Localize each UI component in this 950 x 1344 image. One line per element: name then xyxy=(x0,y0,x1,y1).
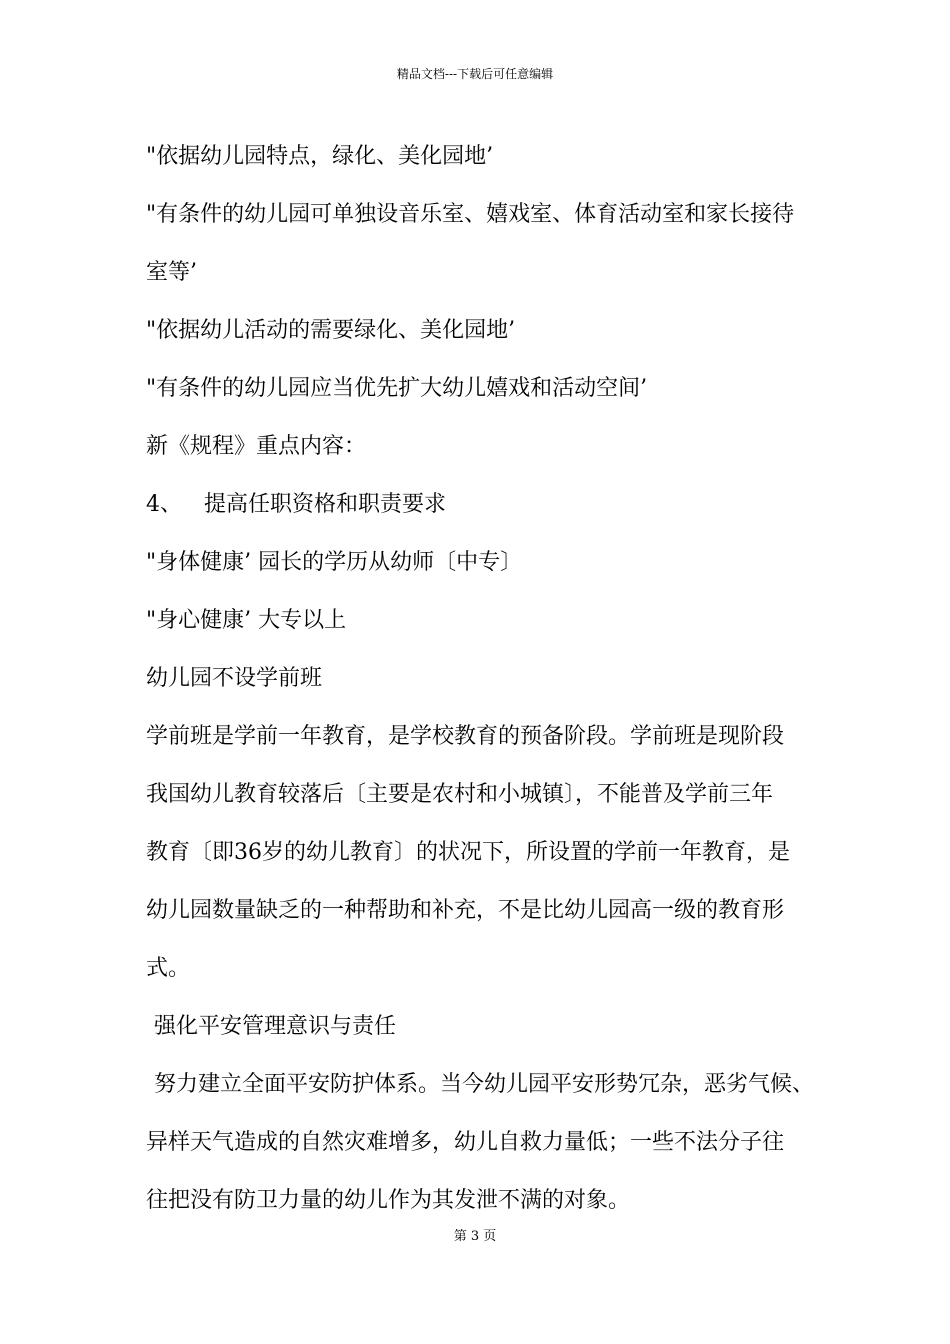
text-line: "依据幼儿园特点，绿化、美化园地’ xyxy=(146,144,494,169)
paragraph-line: 式。 xyxy=(146,956,191,981)
document-body xyxy=(146,128,826,1230)
text-line: 幼儿园不设学前班 xyxy=(146,666,323,691)
page-header: 精品文档---下载后可任意编辑 xyxy=(396,67,554,81)
numbered-item xyxy=(146,476,826,534)
text-line: "身心健康’ 大专以上 xyxy=(146,608,347,633)
paragraph-line: 教育〔即36岁的幼儿教育〕的状况下，所设置的学前一年教育，是 xyxy=(146,840,790,865)
paragraph-line: 往把没有防卫力量的幼儿作为其发泄不满的对象。 xyxy=(146,1188,631,1213)
paragraph-line: 努力建立全面平安防护体系。当今幼儿园平安形势冗杂，恶劣气候、 xyxy=(154,1072,815,1097)
item-number: 4、 xyxy=(146,492,182,517)
text-line: "依据幼儿活动的需要绿化、美化园地’ xyxy=(146,318,516,343)
paragraph-line: 我国幼儿教育较落后〔主要是农村和小城镇〕，不能普及学前三年 xyxy=(146,782,774,807)
text-line: "有条件的幼儿园可单独设音乐室、嬉戏室、体育活动室和家长接待 xyxy=(146,202,795,227)
page-number: 第 3 页 xyxy=(453,1229,497,1244)
section-heading: 强化平安管理意识与责任 xyxy=(154,1014,397,1039)
text-line: 室等’ xyxy=(146,260,197,285)
paragraph-line: 幼儿园数量缺乏的一种帮助和补充，不是比幼儿园高一级的教育形 xyxy=(146,898,785,923)
paragraph-line: 异样天气造成的自然灾难增多，幼儿自救力量低；一些不法分子往 xyxy=(146,1130,785,1155)
item-text: 提高任职资格和职责要求 xyxy=(204,492,447,517)
section-heading: 新《规程》重点内容： xyxy=(146,434,367,459)
paragraph-line: 学前班是学前一年教育，是学校教育的预备阶段。学前班是现阶段 xyxy=(146,724,785,749)
text-line: "有条件的幼儿园应当优先扩大幼儿嬉戏和活动空间’ xyxy=(146,376,648,401)
text-line: "身体健康’ 园长的学历从幼师〔中专〕 xyxy=(146,550,523,575)
